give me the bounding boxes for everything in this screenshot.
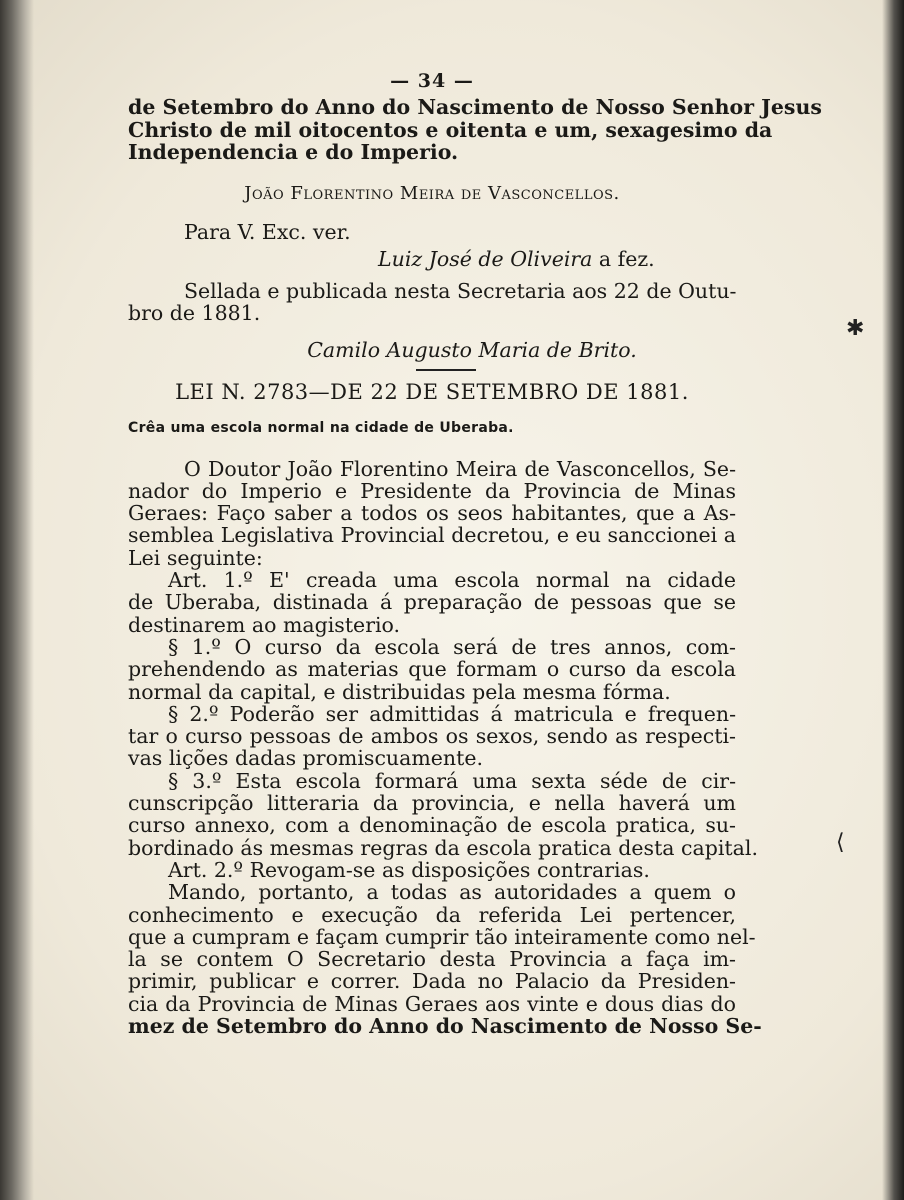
body-line: Mando, portanto, a todas as autoridades a quem o [168, 880, 736, 905]
body-line: § 2.º Poderão ser admittidas á matricula e frequen- [168, 701, 736, 726]
opening-line: Christo de mil oitocentos e oitenta e um, sexagesimo da [128, 117, 773, 142]
made-by-name: Luiz José de Oliveira [378, 246, 593, 271]
body-line: Lei seguinte: [128, 545, 263, 570]
body-line: § 3.º Esta escola formará uma sexta séde de cir- [168, 768, 736, 793]
body-line: vas lições dadas promiscuamente. [128, 746, 484, 771]
sealed-paragraph [128, 280, 736, 325]
body-line: Art. 2.º Revogam-se as disposições contrarias. [168, 857, 650, 882]
margin-mark-icon: ✱ [846, 316, 865, 341]
page-right-edge [882, 0, 904, 1200]
page-number: — 34 — [390, 70, 474, 92]
governor-signature: João Florentino Meira de Vasconcellos. [244, 183, 620, 205]
made-by-line [128, 248, 736, 270]
sealed-line: bro de 1881. [128, 301, 261, 326]
body-line: normal da capital, e distribuidas pela mesma fórma. [128, 679, 671, 704]
body-line: de Uberaba, distinada á preparação de pessoas que se [128, 590, 736, 615]
law-title: LEI N. 2783—DE 22 DE SETEMBRO DE 1881. [175, 379, 689, 404]
body-line: cunscripção litteraria da provincia, e nella haverá um [128, 791, 736, 816]
body-line: cia da Provincia de Minas Geraes aos vinte e dous dias do [128, 991, 736, 1016]
body-line: nador do Imperio e Presidente da Provincia de Minas [128, 478, 736, 503]
body-line: O Doutor João Florentino Meira de Vasconcellos, Se- [184, 456, 736, 481]
body-line: primir, publicar e correr. Dada no Palacio da Presiden- [128, 969, 736, 994]
body-line: la se contem O Secretario desta Provincia a faça im- [128, 947, 736, 972]
law-summary: Crêa uma escola normal na cidade de Uberaba. [128, 420, 514, 437]
sealed-line: Sellada e publicada nesta Secretaria aos 22 de Outu- [184, 279, 737, 304]
text-block [128, 70, 822, 1038]
margin-mark-icon: ⟨ [836, 830, 845, 855]
body-line: Geraes: Faço saber a todos os seos habitantes, que a As- [128, 501, 736, 526]
opening-line: de Setembro do Anno do Nascimento de Nosso Senhor Jesus [128, 95, 822, 120]
body-line: conhecimento e execução da referida Lei pertencer, [128, 902, 736, 927]
made-by-suffix: a fez. [592, 246, 655, 271]
secretary-signature: Camilo Augusto Maria de Brito. [307, 337, 637, 362]
body-line: § 1.º O curso da escola será de tres annos, com- [168, 634, 736, 659]
para-ver-line: Para V. Exc. ver. [184, 220, 351, 245]
body-line: Art. 1.º E' creada uma escola normal na cidade [168, 568, 736, 593]
body-line: bordinado ás mesmas regras da escola pratica desta capital. [128, 835, 758, 860]
law-body [128, 456, 762, 1038]
body-line: destinarem ao magisterio. [128, 612, 401, 637]
body-line: mez de Setembro do Anno do Nascimento de Nosso Se- [128, 1013, 762, 1038]
section-divider [416, 369, 476, 371]
body-line: prehendendo as materias que formam o curso da escola [128, 657, 736, 682]
opening-line: Independencia e do Imperio. [128, 139, 459, 164]
opening-paragraph [128, 95, 822, 164]
book-binding-edge [0, 0, 34, 1200]
body-line: semblea Legislativa Provincial decretou, e eu sanccionei a [128, 523, 736, 548]
body-line: curso annexo, com a denominação de escola pratica, su- [128, 813, 736, 838]
body-line: que a cumpram e façam cumprir tão inteiramente como nel- [128, 924, 756, 949]
body-line: tar o curso pessoas de ambos os sexos, sendo as respecti- [128, 724, 736, 749]
